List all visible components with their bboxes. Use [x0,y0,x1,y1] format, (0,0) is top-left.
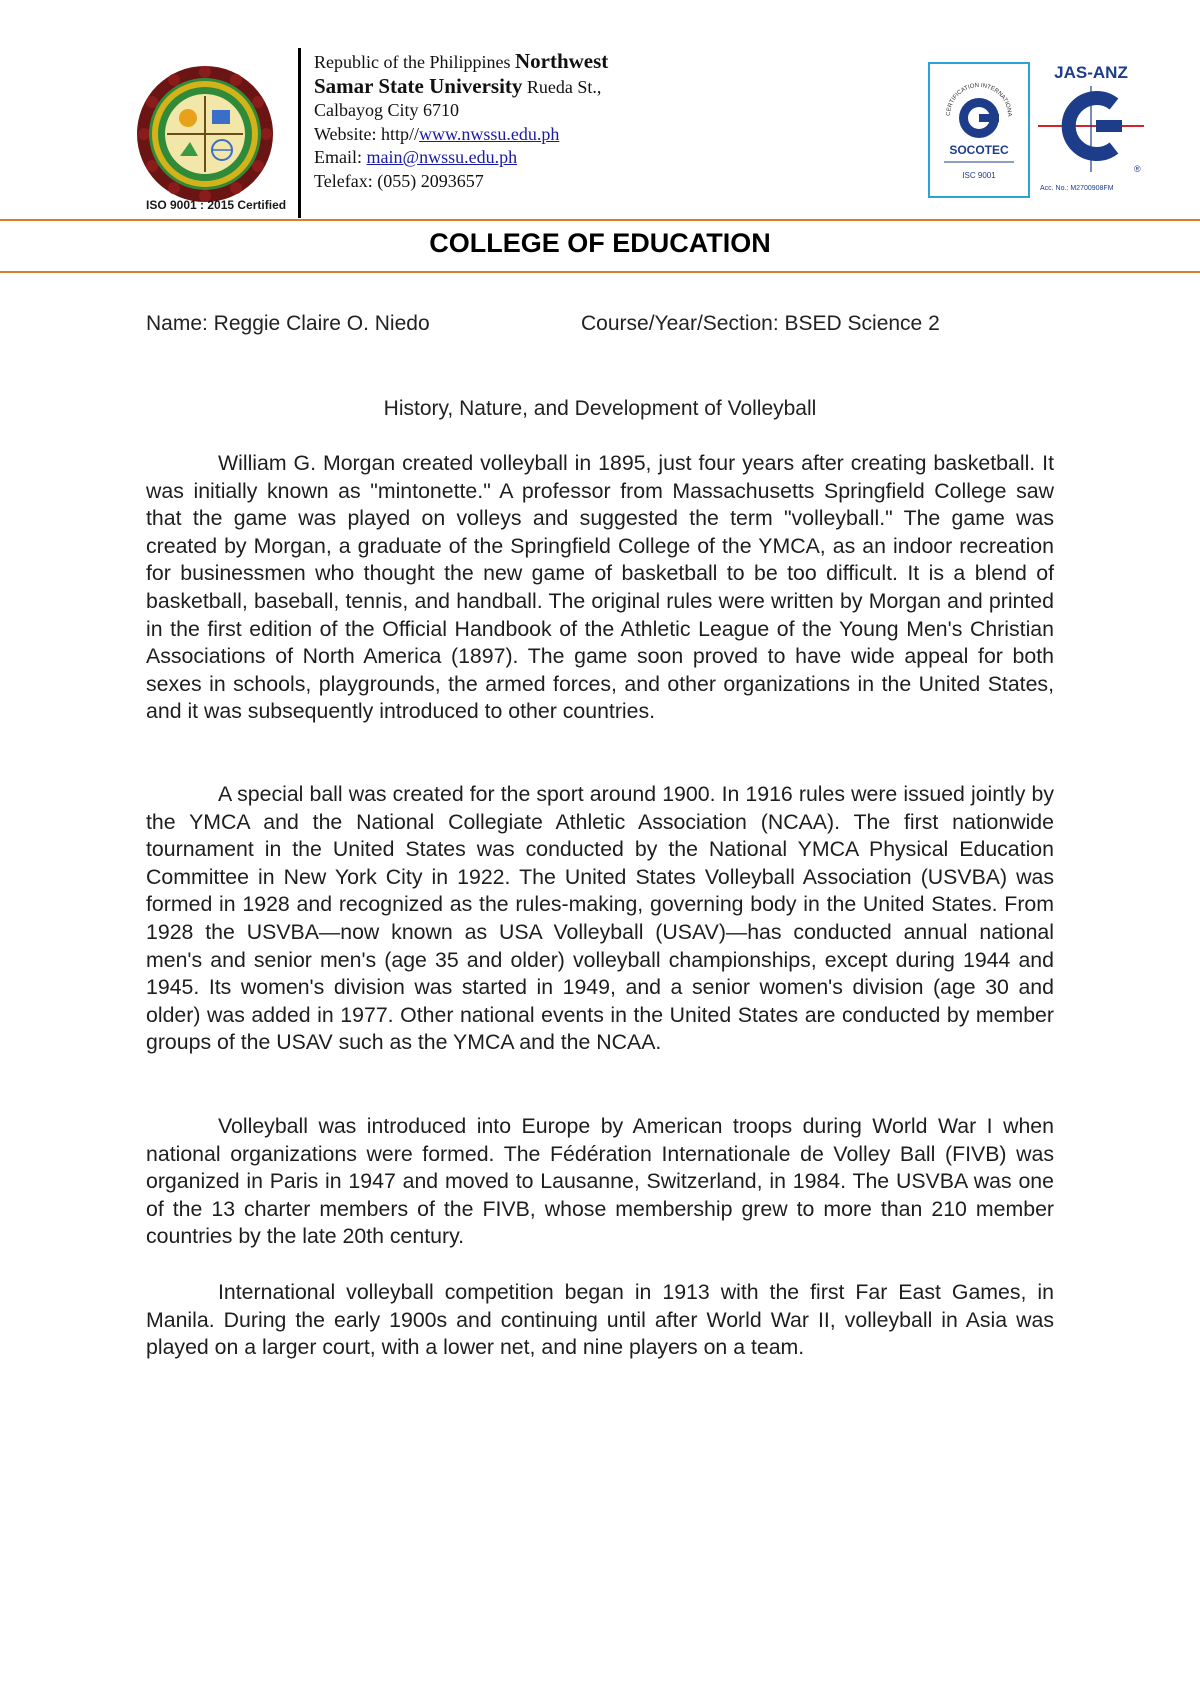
website-line [314,123,694,147]
telefax-line: Telefax: (055) 2093657 [314,170,484,191]
socotec-label: SOCOTEC [949,143,1009,157]
letterhead [0,0,1200,230]
paragraph-4: International volleyball competition began in 1913 with the first Far East Games, in Manila. During the early 1900s and continuing until after World War II, volleyball in Asia was played on a larger court, with a lower net, and nine players on a team. [146,1280,1054,1360]
city-line: Calbayog City 6710 [314,100,459,120]
header-divider [298,48,301,218]
website-label: Website: http// [314,123,420,144]
university-address [314,50,694,193]
socotec-ring-text: CERTIFICATION INTERNATIONA [945,82,1013,117]
socotec-logo-icon [930,64,1028,196]
university-name-part2: Samar State University [314,73,523,98]
paragraph-1: William G. Morgan created volleyball in 1895, just four years after creating basketball. It was initially known as "mintonette." A professor from Massachusetts Springfield College saw that the game was played on volleys and suggested the term "volleyball." The game was created by Morgan, a graduate of the Springfield College of the YMCA, as an indoor recreation for businessmen who thought the new game of basketball to be too difficult. It is a blend of basketball, baseball, tennis, and handball. The original rules were written by Morgan and printed in the first edition of the Official Handbook of the Athletic League of the Young Men's Christian Associations of North America (1897). The game soon proved to have wide appeal for both sexes in schools, playgrounds, the armed forces, and other organizations in the United States, and it was subsequently introduced to other countries. [146,451,1054,724]
course-year-section: Course/Year/Section: BSED Science 2 [581,312,940,335]
college-title: COLLEGE OF EDUCATION [429,228,771,258]
jasanz-label: JAS-ANZ [1054,63,1128,82]
paragraph-3: Volleyball was introduced into Europe by American troops during World War I when national organizations were formed. The Fédération Internationale de Volley Ball (FIVB) was organized in Paris in 1947 and moved to Lausanne, Switzerland, in 1984. The USVBA was one of the 13 charter members of the FIVB, whose membership grew to more than 210 member countries by the late 20th century. [146,1114,1054,1249]
university-name-part1: Northwest [514,49,609,73]
address-line-1 [314,50,694,75]
website-link[interactable]: www.nwssu.edu.ph [419,123,560,144]
address-line-2 [314,75,694,100]
paragraph-2: A special ball was created for the sport around 1900. In 1916 rules were issued jointly by the YMCA and the National Collegiate Athletic Association (NCAA). The first nationwide tournament in the United States was conducted by the National YMCA Physical Education Committee in New York City in 1922. The United States Volleyball Association (USVBA) was formed in 1928 and recognized as the rules-making, governing body in the United States. From 1928 the USVBA—now known as USA Volleyball (USAV)—has conducted annual national men's and senior men's (age 35 and older) volleyball championships, except during 1944 and 1945. Its women's division was started in 1949, and a senior women's division (age 30 and older) was added in 1977. Other national events in the United States are conducted by member groups of the USAV such as the YMCA and the NCAA. [146,782,1054,1055]
student-name: Name: Reggie Claire O. Niedo [146,312,430,335]
street-label: Rueda St., [522,76,602,97]
email-line [314,146,694,170]
registered-mark: ® [1134,164,1141,174]
socotec-iso-label: ISC 9001 [962,171,996,180]
jasanz-accreditation-logo [1036,60,1146,198]
jasanz-accreditation-number: Acc. No.: M2700908FM [1040,185,1114,192]
header-rule-bottom [0,271,1200,273]
email-label: Email: [314,147,367,167]
republic-label: Republic of the Philippines [314,52,515,72]
header-rule-top [0,219,1200,221]
email-link[interactable]: main@nwssu.edu.ph [366,147,518,167]
document-title: History, Nature, and Development of Volleyball [383,397,817,420]
socotec-certification-badge [928,62,1030,198]
university-seal-logo [132,64,278,204]
iso-certified-caption: ISO 9001 : 2015 Certified [146,198,287,212]
